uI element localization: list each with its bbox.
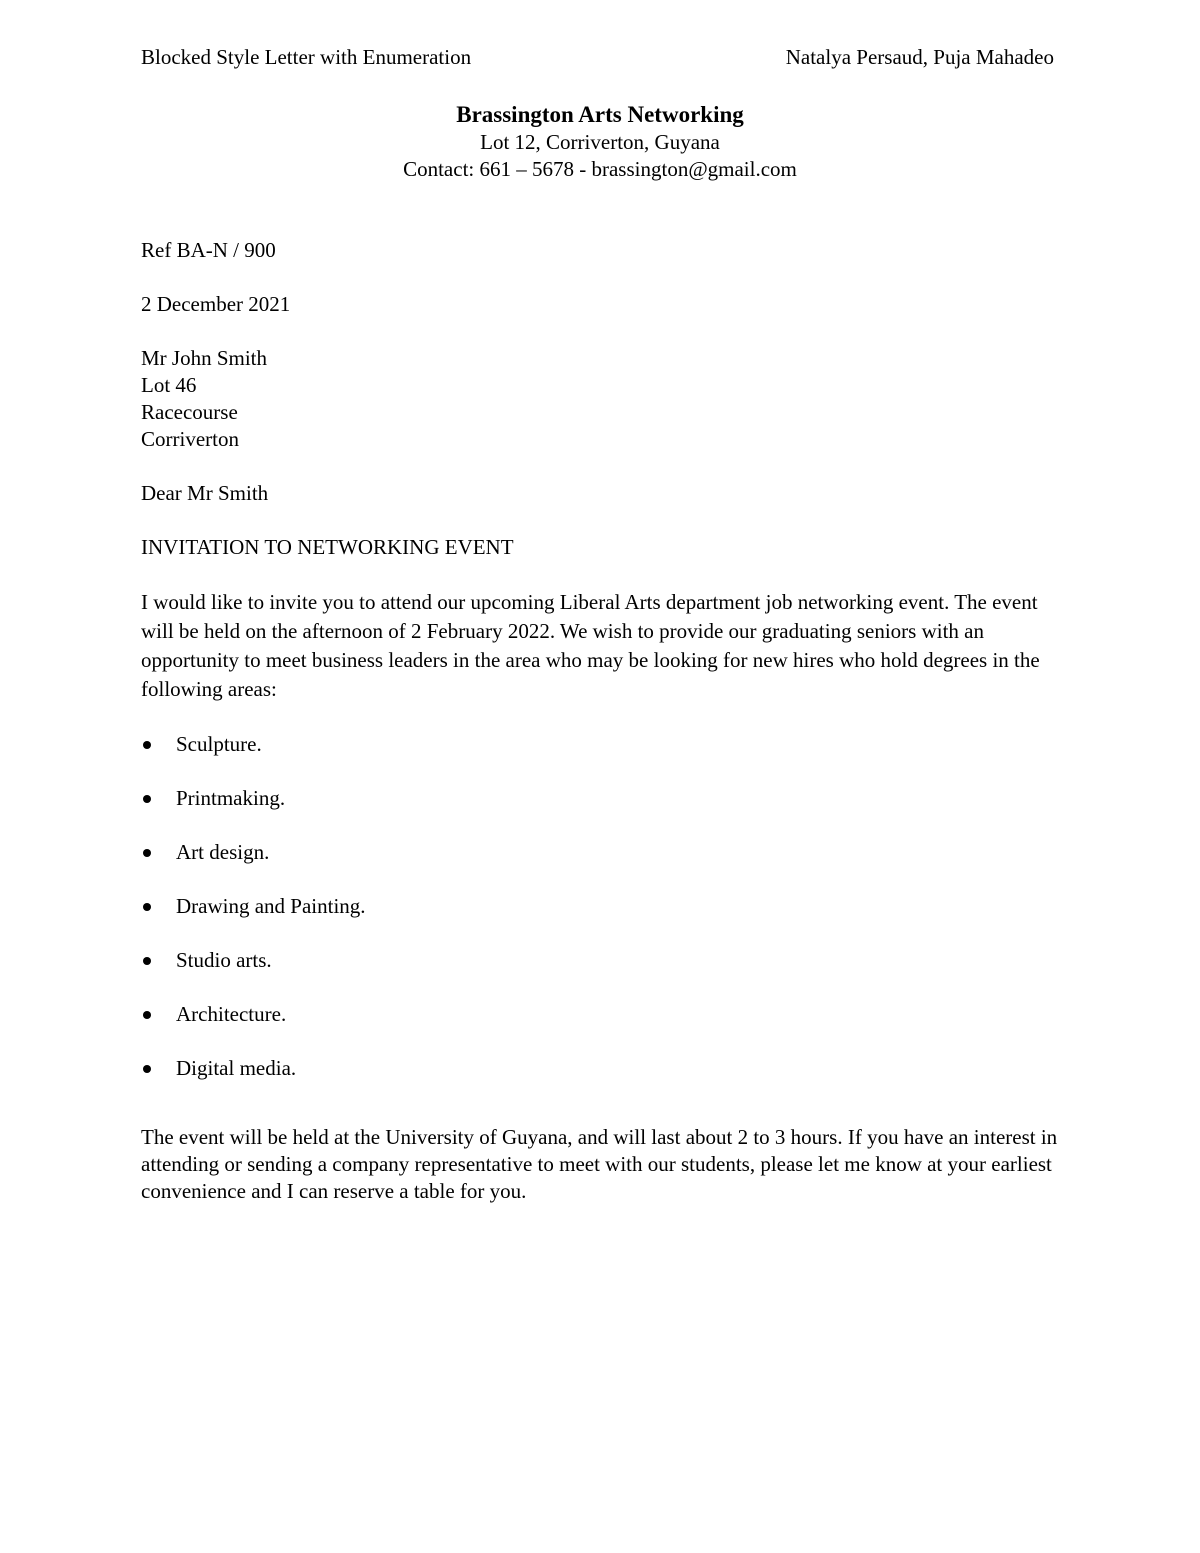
salutation: Dear Mr Smith xyxy=(141,481,269,505)
list-item-text: Studio arts. xyxy=(176,948,272,972)
bullet-icon xyxy=(143,1011,151,1019)
letterhead xyxy=(0,100,1200,183)
recipient-address-line: Lot 46 xyxy=(141,373,197,397)
list-item-text: Sculpture. xyxy=(176,732,262,756)
bullet-icon xyxy=(143,849,151,857)
bullet-icon xyxy=(143,795,151,803)
list-item xyxy=(141,839,1061,866)
list-item xyxy=(141,1001,1061,1028)
recipient-name: Mr John Smith xyxy=(141,346,268,370)
organization-address: Lot 12, Corriverton, Guyana xyxy=(480,130,720,154)
bullet-icon xyxy=(143,1065,151,1073)
list-item-text: Architecture. xyxy=(176,1002,287,1026)
list-item-text: Digital media. xyxy=(176,1056,297,1080)
recipient-address xyxy=(141,345,1061,453)
degree-areas-list xyxy=(141,731,1061,1082)
running-header-title: Blocked Style Letter with Enumeration xyxy=(141,45,472,69)
bullet-icon xyxy=(143,903,151,911)
organization-contact: Contact: 661 – 5678 - brassington@gmail.com xyxy=(403,157,797,181)
bullet-icon xyxy=(143,741,151,749)
list-item xyxy=(141,785,1061,812)
running-header-authors: Natalya Persaud, Puja Mahadeo xyxy=(785,45,1054,69)
recipient-address-line: Corriverton xyxy=(141,427,239,451)
bullet-icon xyxy=(143,957,151,965)
organization-name: Brassington Arts Networking xyxy=(456,102,744,127)
list-item-text: Printmaking. xyxy=(176,786,286,810)
list-item-text: Drawing and Painting. xyxy=(176,894,366,918)
letter-date: 2 December 2021 xyxy=(141,292,291,316)
subject-line: INVITATION TO NETWORKING EVENT xyxy=(141,535,514,559)
list-item xyxy=(141,947,1061,974)
list-item xyxy=(141,731,1061,758)
closing-paragraph: The event will be held at the University of Guyana, and will last about 2 to 3 hours. If you have an interest in attending or sending a company representative to meet with our students, please let me know at your earliest convenience and I can reserve a table for you. xyxy=(141,1125,1058,1203)
list-item xyxy=(141,1055,1061,1082)
list-item xyxy=(141,893,1061,920)
list-item-text: Art design. xyxy=(176,840,270,864)
letter-body xyxy=(141,237,1061,1205)
reference-line: Ref BA-N / 900 xyxy=(141,238,276,262)
intro-paragraph: I would like to invite you to attend our upcoming Liberal Arts department job networking event. The event will be held on the afternoon of 2 February 2022. We wish to provide our graduating seniors with an opportunity to meet business leaders in the area who may be looking for new hires who hold degrees in the following areas: xyxy=(141,590,1040,701)
recipient-address-line: Racecourse xyxy=(141,400,238,424)
